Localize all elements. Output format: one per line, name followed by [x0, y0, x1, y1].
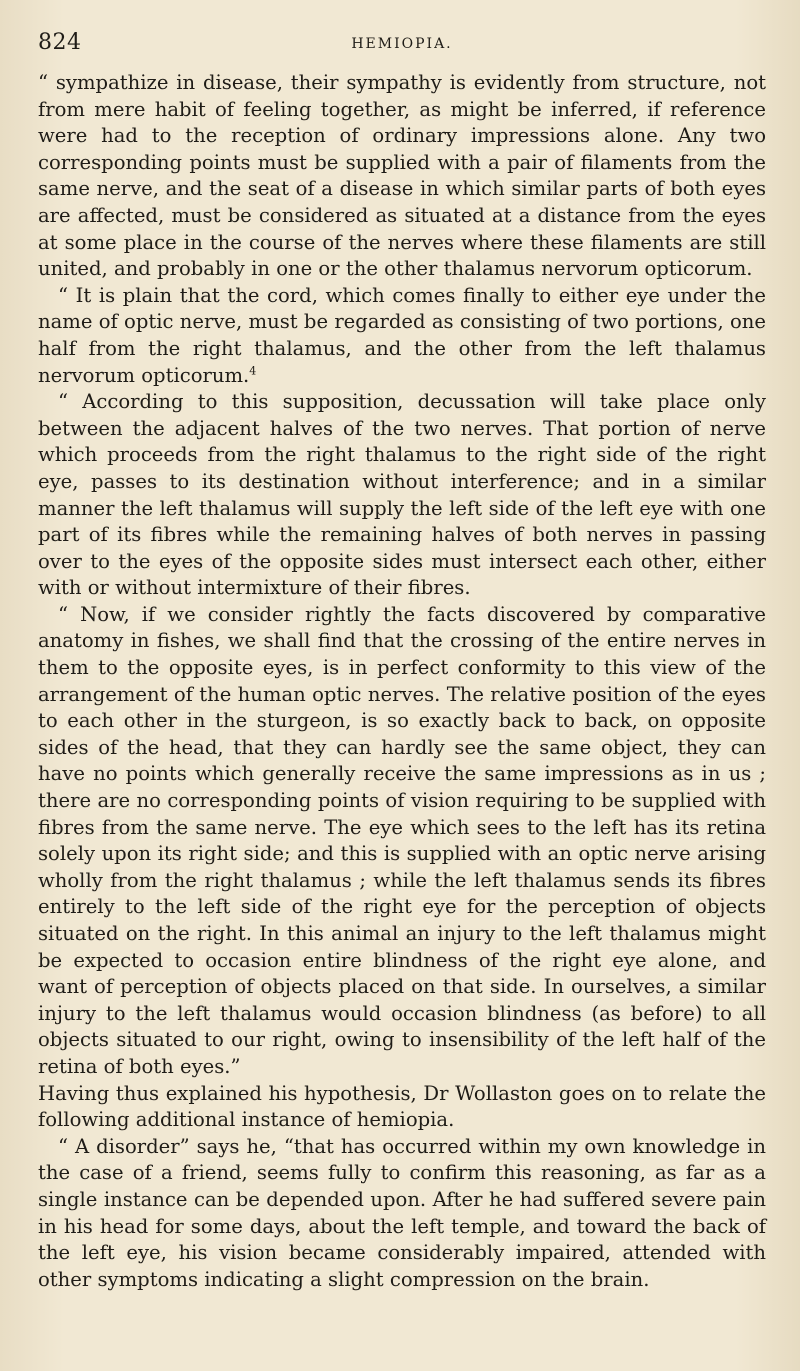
- paragraph: [38, 70, 766, 283]
- paragraph: [38, 1081, 766, 1134]
- page-header: [38, 30, 766, 70]
- paragraph-text: Having thus explained his hypothesis, Dr Wollaston goes on to relate the following additional instance of hemiopia.: [38, 1081, 766, 1132]
- paragraph: [38, 1134, 766, 1294]
- paragraph: [38, 389, 766, 602]
- paragraph: [38, 602, 766, 1081]
- paragraph-text: “ According to this supposition, decussation will take place only between the adjacent halves of the two nerves. That portion of nerve which proceeds from the right thalamus to the right side of the right eye, passes to its destination without interference; and in a similar manner the left thalamus will supply the left side of the left eye with one part of its fibres while the remaining halves of both nerves in passing over to the eyes of the opposite sides must intersect each other, either with or without intermixture of their fibres.: [38, 390, 766, 600]
- paragraph-text: “ A disorder” says he, “that has occurred within my own knowledge in the case of a friend, seems fully to confirm this reasoning, as far as a single instance can be depended upon. After he had suffered severe pain in his head for some days, about the left temple, and toward the back of the left eye, his vision became considerably impaired, attended with other symptoms indicating a slight compression on the brain.: [38, 1134, 766, 1291]
- paragraph-text: “ Now, if we consider rightly the facts discovered by comparative anatomy in fishes, we shall find that the crossing of the entire nerves in them to the opposite eyes, is in perfect conformity to this view of the arrangement of the human optic nerves. The relative position of the eyes to each other in the sturgeon, is so exactly back to back, on opposite sides of the head, that they can hardly see the same object, they can have no points which generally receive the same impressions as in us ; there are no corresponding points of vision requiring to be supplied with fibres from the same nerve. The eye which sees to the left has its retina solely upon its right side; and this is supplied with an optic nerve arising wholly from the right thalamus ; while the left thalamus sends its fibres entirely to the left side of the right eye for the perception of objects situated on the right. In this animal an injury to the left thalamus might be expected to occasion entire blindness of the right eye alone, and want of perception of objects placed on that side. In ourselves, a similar injury to the left thalamus would occasion blindness (as before) to all objects situated to our right, owing to insensibility of the left half of the retina of both eyes.”: [38, 602, 766, 1078]
- footnote-marker: 4: [249, 364, 257, 377]
- paragraph: [38, 283, 766, 389]
- running-head: HEMIOPIA.: [351, 36, 453, 52]
- page-number: 824: [38, 30, 82, 55]
- paragraph-text: “ sympathize in disease, their sympathy is evidently from structure, not from mere habit of feeling together, as might be inferred, if reference were had to the reception of ordinary impressions alone. Any two corresponding points must be supplied with a pair of filaments from the same nerve, and the seat of a disease in which similar parts of both eyes are affected, must be considered as situated at a distance from the eyes at some place in the course of the nerves where these filaments are still united, and probably in one or the other thalamus nervorum opticorum.: [38, 71, 766, 281]
- body-text: [38, 70, 766, 1293]
- paragraph-text: “ It is plain that the cord, which comes finally to either eye under the name of optic nerve, must be regarded as consisting of two portions, one half from the right thalamus, and the other from the left thalamus nervorum opticorum.: [38, 283, 766, 387]
